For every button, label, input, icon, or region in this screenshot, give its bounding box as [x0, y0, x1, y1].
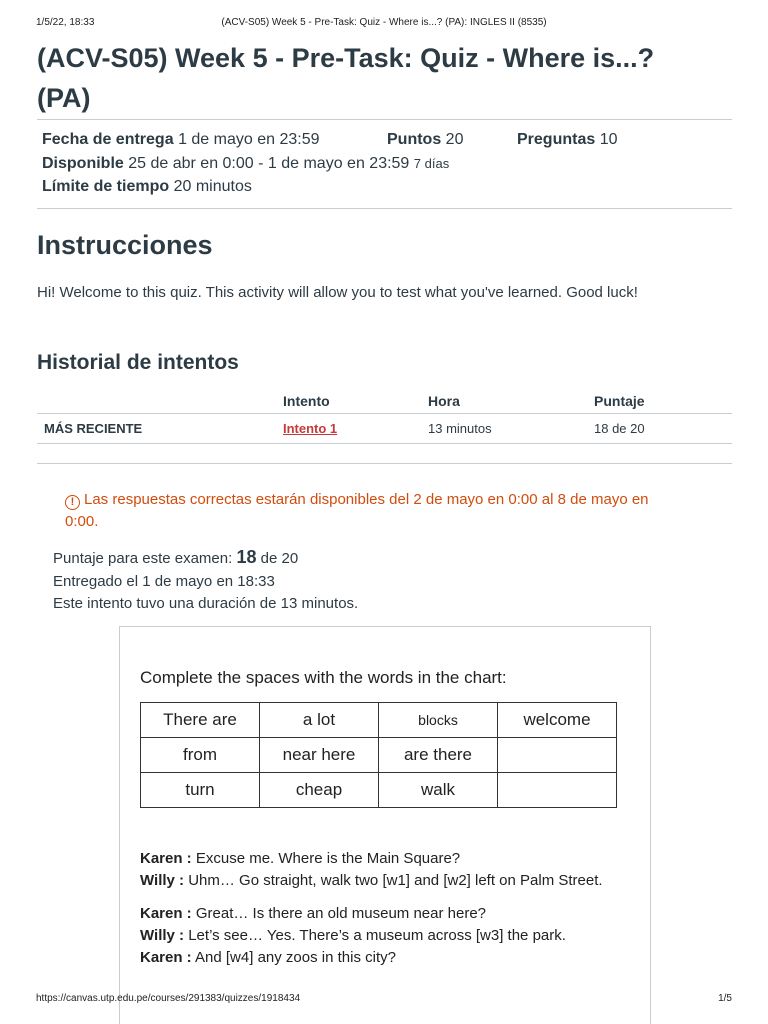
- submitted-at: Entregado el 1 de mayo en 18:33: [53, 573, 275, 590]
- points-value: 20: [445, 131, 464, 148]
- availability: [42, 154, 449, 174]
- history-header-score: Puntaje: [594, 393, 645, 409]
- chart-cell: [498, 738, 617, 773]
- available-days: 7 días: [413, 156, 450, 171]
- divider: [37, 208, 732, 209]
- exam-score: [53, 546, 298, 570]
- chart-cell: are there: [379, 738, 498, 773]
- print-header: [36, 17, 732, 31]
- questions-count: [517, 130, 618, 150]
- dialog-line: [140, 947, 396, 969]
- most-recent-label: MÁS RECIENTE: [44, 421, 143, 436]
- chart-cell: cheap: [260, 773, 379, 808]
- divider: [37, 119, 732, 120]
- attempt-1-link[interactable]: Intento 1: [283, 421, 338, 436]
- dialog-line: [140, 903, 486, 925]
- attempt-time: 13 minutos: [428, 421, 492, 436]
- dialog-line: [140, 925, 566, 947]
- chart-cell: a lot: [260, 703, 379, 738]
- questions-value: 10: [599, 131, 618, 148]
- divider: [37, 463, 732, 464]
- table-row: [141, 773, 617, 808]
- print-datetime: 1/5/22, 18:33: [36, 17, 95, 28]
- chart-cell: turn: [141, 773, 260, 808]
- instructions-text: Hi! Welcome to this quiz. This activity will allow you to test what you've learned. Good luck!: [37, 284, 638, 301]
- points-label: Puntos: [387, 131, 442, 148]
- print-page-number: 1/5: [718, 993, 732, 1004]
- time-limit: [42, 177, 252, 197]
- print-footer: [36, 993, 732, 1007]
- print-doc-title: (ACV-S05) Week 5 - Pre-Task: Quiz - Where is...? (PA): INGLES II (8535): [221, 17, 547, 28]
- chart-cell: There are: [141, 703, 260, 738]
- page-title-line2: (PA): [37, 83, 91, 113]
- attempt-duration: Este intento tuvo una duración de 13 minutos.: [53, 595, 359, 612]
- word-chart: [140, 702, 617, 808]
- chart-cell: [498, 773, 617, 808]
- history-header-row: [37, 389, 732, 414]
- print-url: https://canvas.utp.edu.pe/courses/291383/quizzes/1918434: [36, 993, 301, 1004]
- attempt-score: 18 de 20: [594, 421, 645, 436]
- page-title: [37, 38, 737, 118]
- time-limit-value: 20 minutos: [173, 178, 252, 195]
- history-table: [37, 389, 732, 444]
- table-row: [141, 703, 617, 738]
- alert-text: Las respuestas correctas estarán disponibles del 2 de mayo en 0:00 al 8 de mayo en 0:00.: [65, 491, 649, 530]
- instructions-heading: Instrucciones: [37, 230, 213, 260]
- dialog-text: Let’s see… Yes. There’s a museum across [w3] the park.: [188, 927, 566, 944]
- dialog-text: And [w4] any zoos in this city?: [195, 949, 396, 966]
- chart-cell: near here: [260, 738, 379, 773]
- points: [387, 130, 463, 150]
- chart-cell: blocks: [379, 703, 498, 738]
- dialog-text: Great… Is there an old museum near here?: [195, 905, 487, 922]
- due-date-label: Fecha de entrega: [42, 131, 174, 148]
- warning-icon: !: [65, 495, 80, 510]
- table-row: [141, 738, 617, 773]
- chart-cell: from: [141, 738, 260, 773]
- score-prefix: Puntaje para este examen:: [53, 550, 233, 567]
- score-value: 18: [236, 547, 257, 567]
- history-heading: Historial de intentos: [37, 351, 239, 374]
- score-suffix: de 20: [260, 550, 299, 567]
- due-date: [42, 130, 320, 150]
- question-prompt: Complete the spaces with the words in the chart:: [140, 668, 507, 687]
- available-label: Disponible: [42, 155, 124, 172]
- history-header-attempt: Intento: [283, 393, 330, 409]
- available-value: 25 de abr en 0:00 - 1 de mayo en 23:59: [128, 155, 410, 172]
- history-header-time: Hora: [428, 393, 460, 409]
- dialog-line: [140, 870, 603, 892]
- question-box: [119, 626, 651, 1024]
- dialog-speaker: Willy :: [140, 927, 185, 944]
- dialog-text: Excuse me. Where is the Main Square?: [195, 850, 461, 867]
- chart-cell: welcome: [498, 703, 617, 738]
- page-title-line1: (ACV-S05) Week 5 - Pre-Task: Quiz - Where is...?: [37, 43, 655, 73]
- dialog-text: Uhm… Go straight, walk two [w1] and [w2] left on Palm Street.: [188, 872, 603, 889]
- answers-availability-alert: [65, 489, 685, 533]
- chart-cell: walk: [379, 773, 498, 808]
- dialog-speaker: Willy :: [140, 872, 185, 889]
- dialog-speaker: Karen :: [140, 850, 192, 867]
- dialog-line: [140, 848, 460, 870]
- table-row: [37, 414, 732, 444]
- dialog-speaker: Karen :: [140, 905, 192, 922]
- time-limit-label: Límite de tiempo: [42, 178, 170, 195]
- due-date-value: 1 de mayo en 23:59: [178, 131, 320, 148]
- questions-label: Preguntas: [517, 131, 596, 148]
- dialog-speaker: Karen :: [140, 949, 192, 966]
